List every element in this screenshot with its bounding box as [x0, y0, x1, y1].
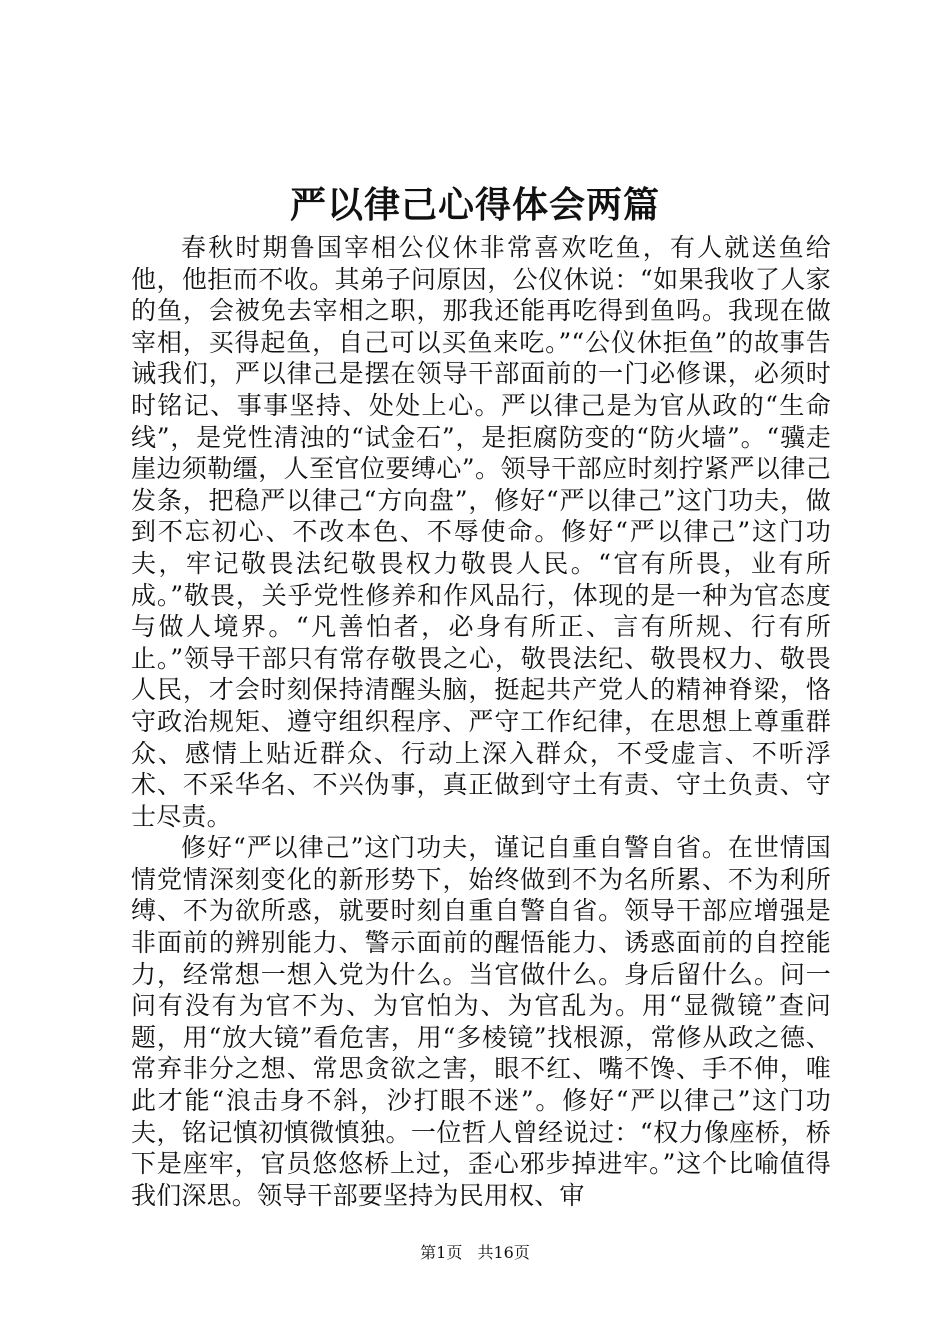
- document-body: [131, 232, 831, 1211]
- document-title: 严以律己心得体会两篇: [289, 184, 660, 226]
- body-paragraph-1: 春秋时期鲁国宰相公仪休非常喜欢吃鱼，有人就送鱼给他，他拒而不收。其弟子问原因，公仪休说：“如果我收了人家的鱼，会被免去宰相之职，那我还能再吃得到鱼吗。我现在做宰相，买得起鱼，自己可以买鱼来吃。”“公仪休拒鱼”的故事告诫我们，严以律己是摆在领导干部面前的一门必修课，必须时时铭记、事事坚持、处处上心。严以律己是为官从政的“生命线”，是党性清浊的“试金石”，是拒腐防变的“防火墙”。“骥走崖边须勒缰，人至官位要缚心”。领导干部应时刻拧紧严以律己发条，把稳严以律己“方向盘”，修好“严以律己”这门功夫，做到不忘初心、不改本色、不辱使命。修好“严以律己”这门功夫，牢记敬畏法纪敬畏权力敬畏人民。“官有所畏，业有所成。”敬畏，关乎党性修养和作风品行，体现的是一种为官态度与做人境界。“凡善怕者，必身有所正、言有所规、行有所止。”领导干部只有常存敬畏之心，敬畏法纪、敬畏权力、敬畏人民，才会时刻保持清醒头脑，挺起共产党人的精神脊梁，恪守政治规矩、遵守组织程序、严守工作纪律，在思想上尊重群众、感情上贴近群众、行动上深入群众，不受虚言、不听浮术、不采华名、不兴伪事，真正做到守土有责、守土负责、守士尽责。: [131, 233, 831, 831]
- page-footer: [0, 1241, 950, 1265]
- page-number-current: 第1页: [420, 1243, 463, 1262]
- body-paragraph-2: 修好“严以律己”这门功夫，谨记自重自警自省。在世情国情党情深刻变化的新形势下，始终做到不为名所累、不为利所缚、不为欲所惑，就要时刻自重自警自省。领导干部应增强是非面前的辨别能力、警示面前的醒悟能力、诱惑面前的自控能力，经常想一想入党为什么。当官做什么。身后留什么。问一问有没有为官不为、为官怕为、为官乱为。用“显微镜”查问题，用“放大镜”看危害，用“多棱镜”找根源，常修从政之德、常弃非分之想、常思贪欲之害，眼不红、嘴不馋、手不伸，唯此才能“浪击身不斜，沙打眼不迷”。修好“严以律己”这门功夫，铭记慎初慎微慎独。一位哲人曾经说过：“权力像座桥，桥下是座牢，官员悠悠桥上过，歪心邪步掉进牢。”这个比喻值得我们深思。领导干部要坚持为民用权、审: [131, 833, 831, 1210]
- page-number-total: 共16页: [477, 1243, 530, 1262]
